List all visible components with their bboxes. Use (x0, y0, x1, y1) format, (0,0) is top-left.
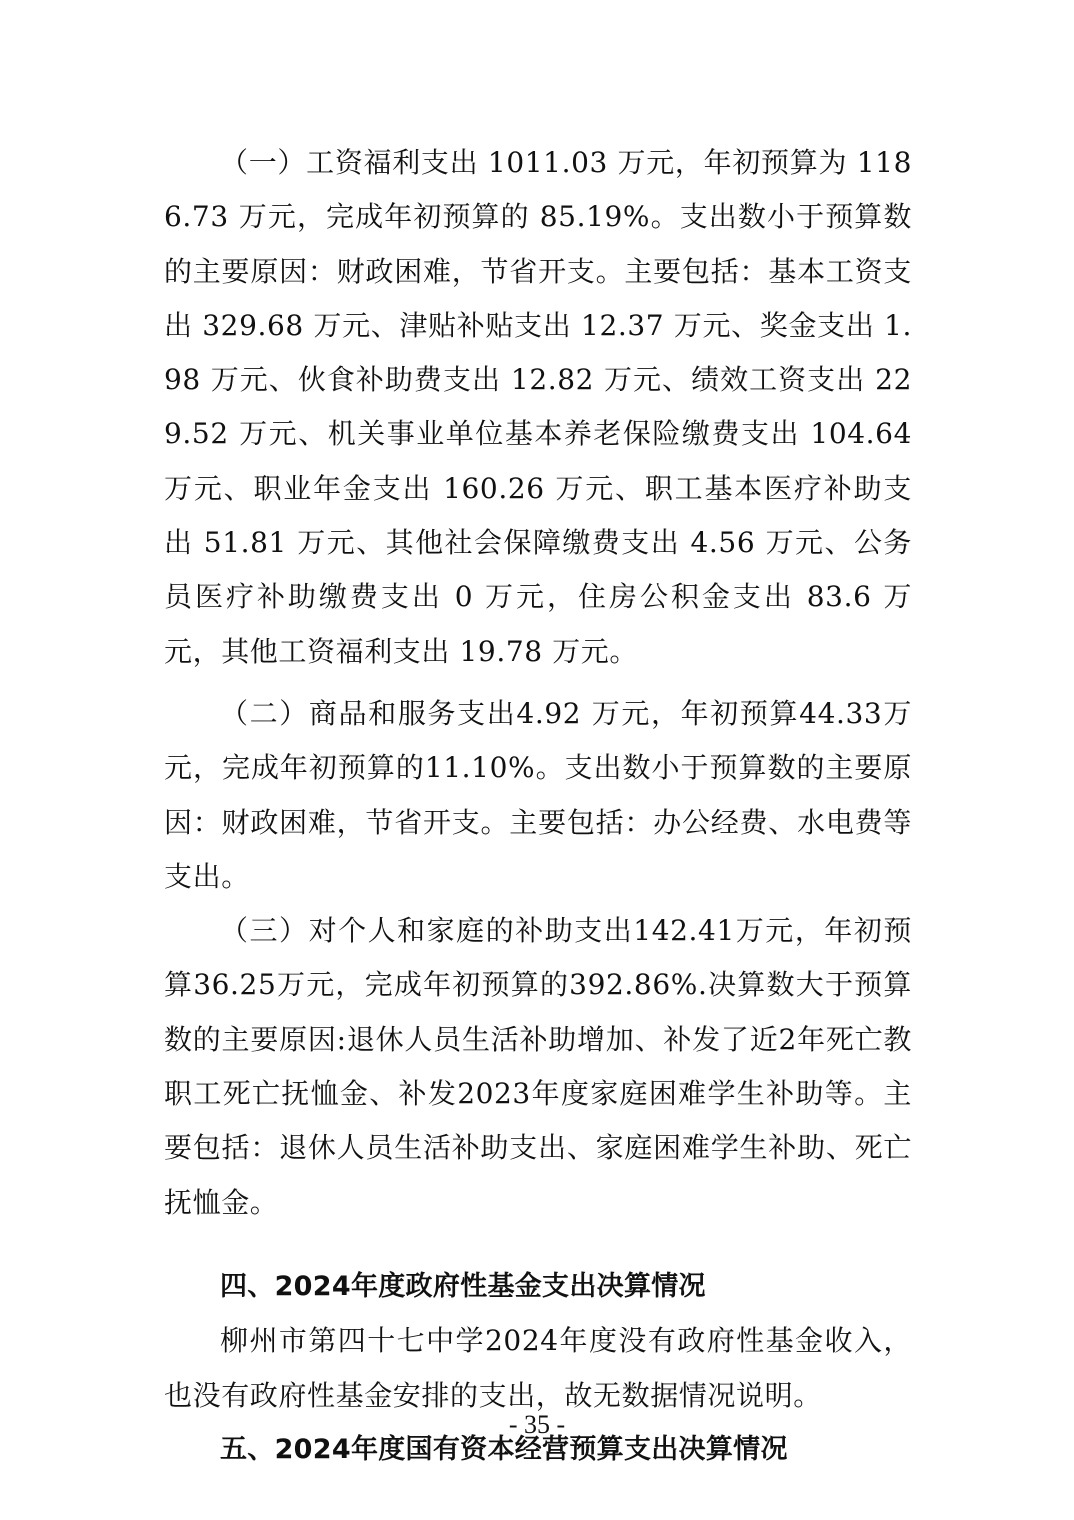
page-content (164, 136, 912, 1477)
heading-state-capital: 五、2024年度国有资本经营预算支出决算情况 (220, 1433, 788, 1465)
paragraph-household-subsidy: （三）对个人和家庭的补助支出142.41万元，年初预算36.25万元，完成年初预算的392.86%.决算数大于预算数的主要原因:退休人员生活补助增加、补发了近2年死亡教职工死亡抚恤金、补发2023年度家庭困难学生补助等。主要包括：退休人员生活补助支出、家庭困难学生补助、死亡抚恤金。 (164, 914, 912, 1219)
heading-government-fund: 四、2024年度政府性基金支出决算情况 (220, 1270, 706, 1302)
paragraph-goods-services: （二）商品和服务支出4.92 万元，年初预算44.33万元，完成年初预算的11.10%。支出数小于预算数的主要原因：财政困难，节省开支。主要包括：办公经费、水电费等支出。 (164, 696, 912, 893)
spacer (164, 679, 912, 687)
spacer (164, 1230, 912, 1260)
page-number: - 35 - (508, 1410, 566, 1439)
paragraph-wage-welfare: （一）工资福利支出 1011.03 万元，年初预算为 1186.73 万元，完成年初预算的 85.19%。支出数小于预算数的主要原因：财政困难，节省开支。主要包括：基本工资支出 329.68 万元、津贴补贴支出 12.37 万元、奖金支出 1.98 万元、伙食补助费支出 12.82 万元、绩效工资支出 229.52 万元、机关事业单位基本养老保险缴费支出 104.64 万元、职业年金支出 160.26 万元、职工基本医疗补助支出 51.81 万元、其他社会保障缴费支出 4.56 万元、公务员医疗补助缴费支出 0 万元，住房公积金支出 83.6 万元，其他工资福利支出 19.78 万元。 (164, 146, 912, 668)
paragraph-government-fund: 柳州市第四十七中学2024年度没有政府性基金收入，也没有政府性基金安排的支出，故无数据情况说明。 (164, 1324, 912, 1412)
